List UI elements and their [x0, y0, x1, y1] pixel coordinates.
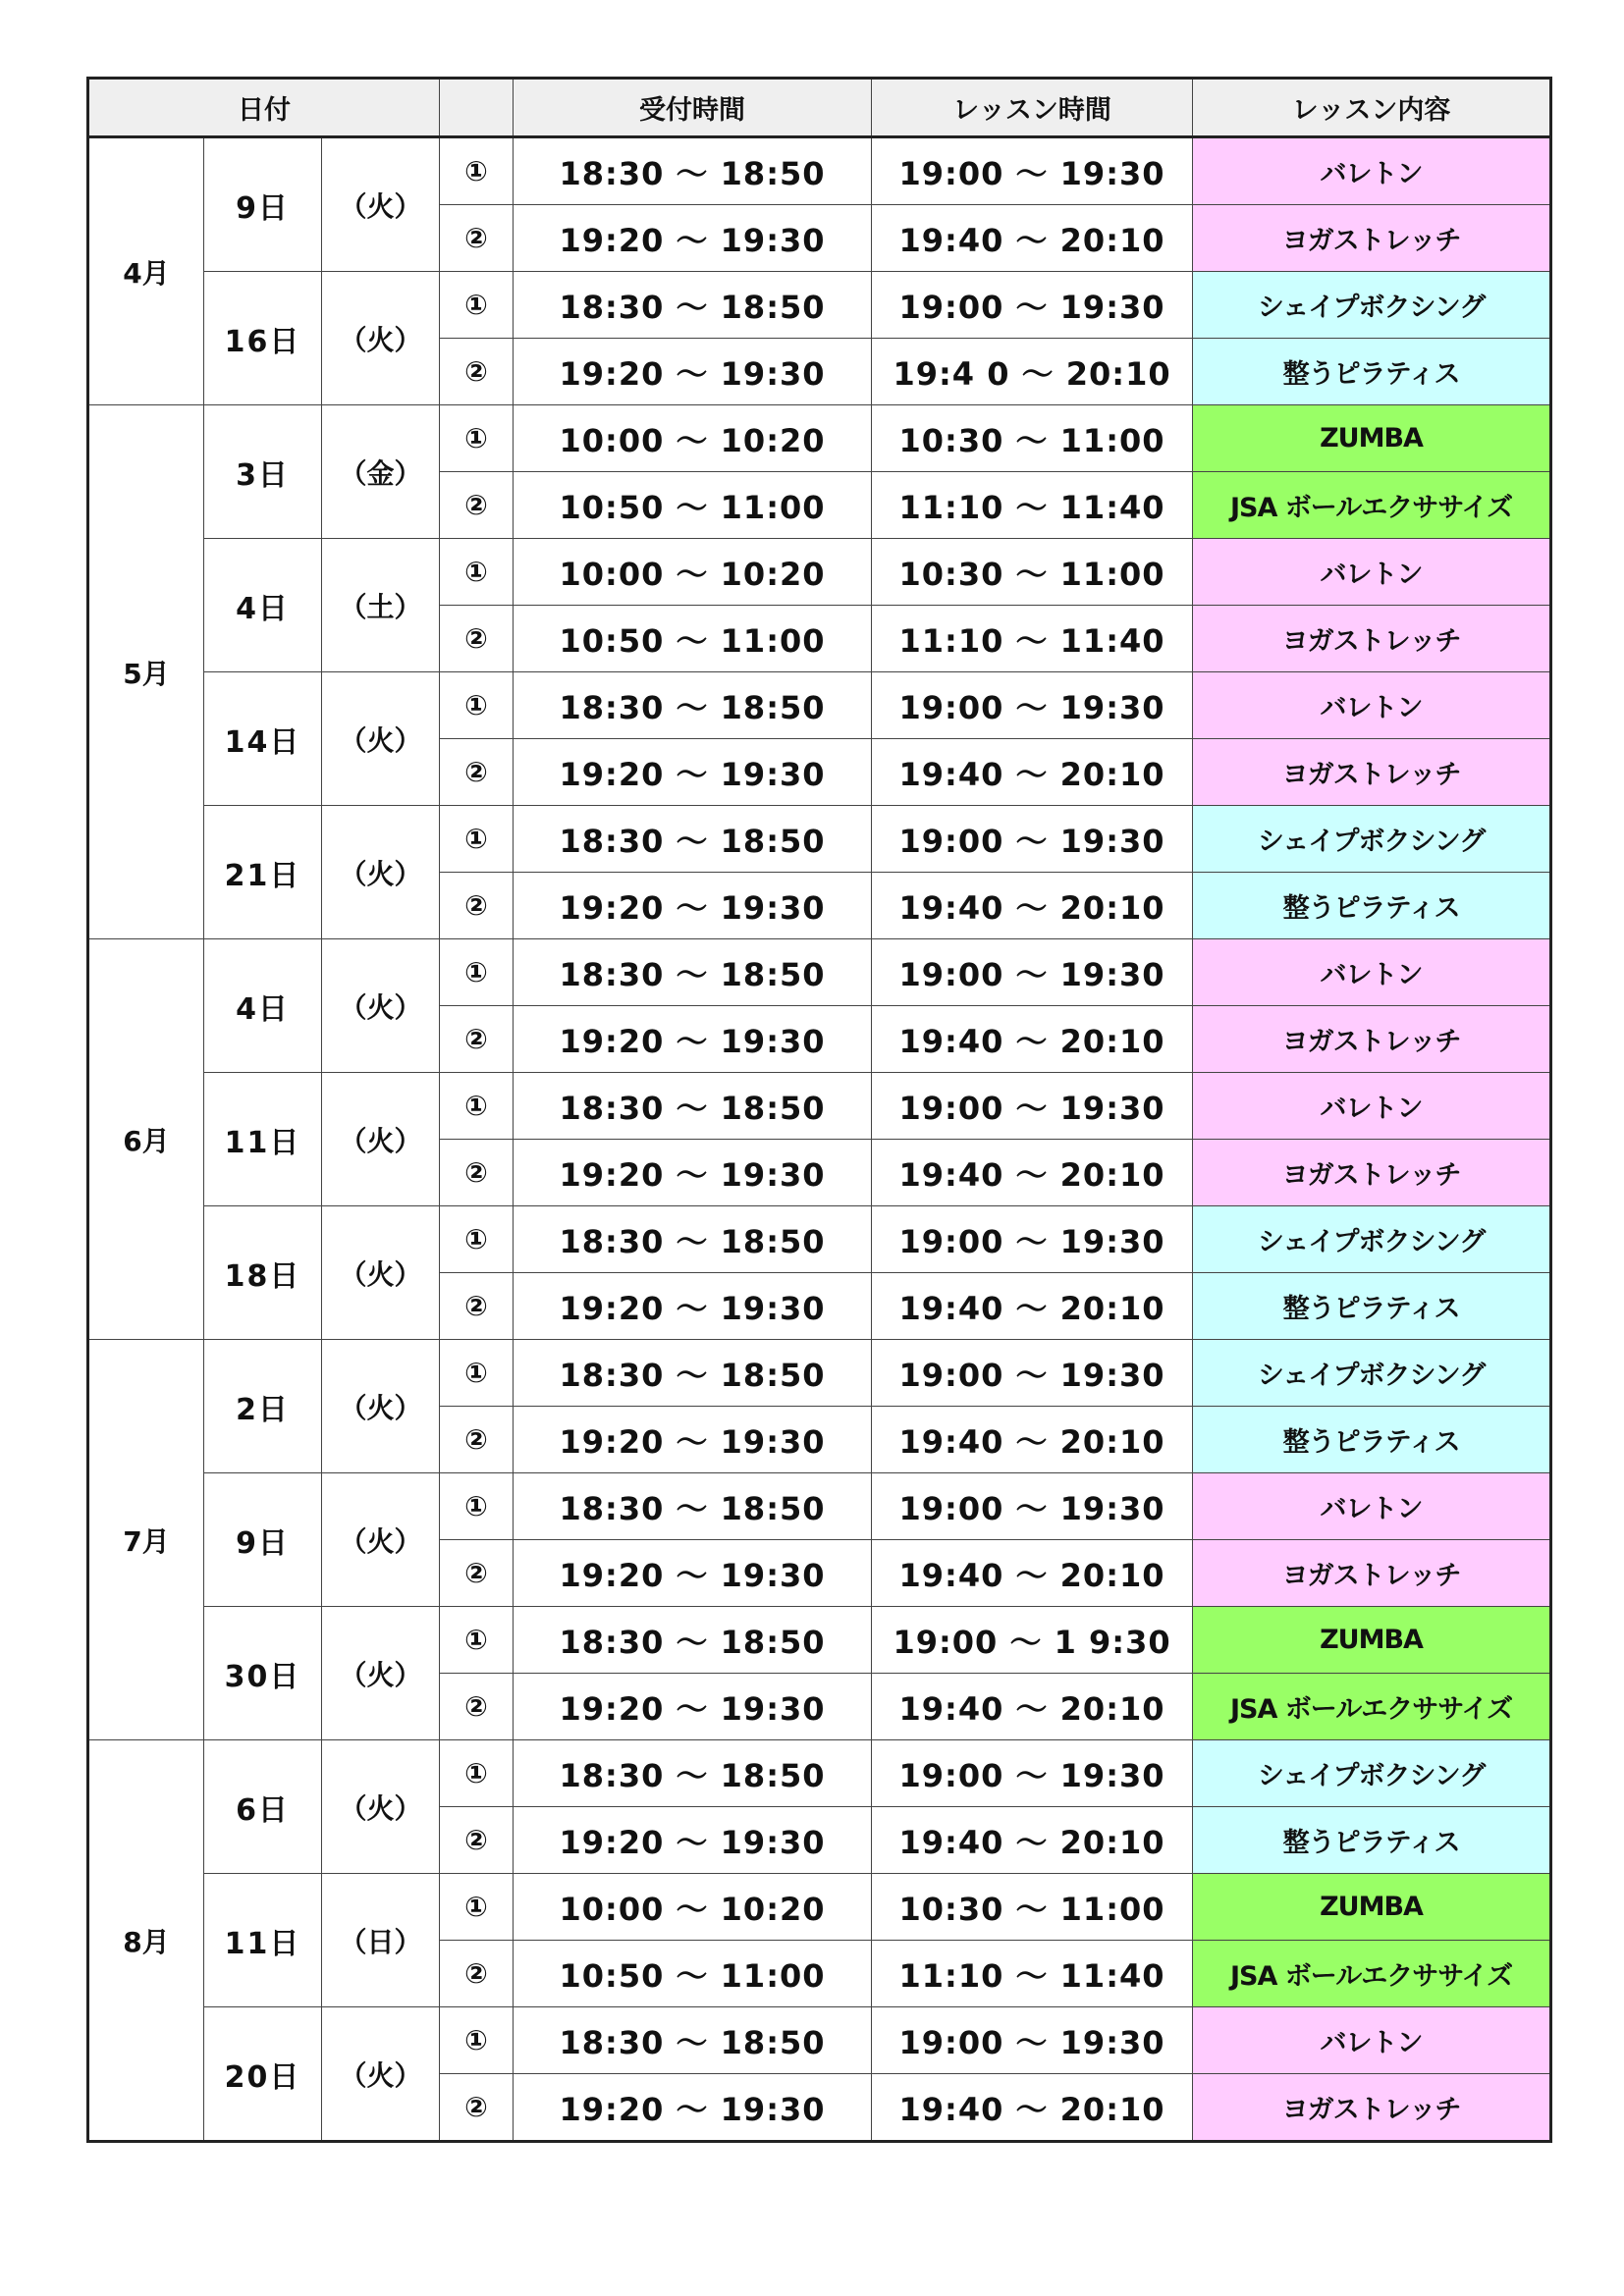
- header-row: [88, 79, 1551, 137]
- reception-time: 10:50 ～ 11:00: [514, 1941, 872, 2007]
- lesson-time: 19:00 ～ 19:30: [872, 1740, 1193, 1807]
- session-number: ②: [440, 1540, 514, 1607]
- session-number: ②: [440, 1407, 514, 1473]
- session-number: ②: [440, 1140, 514, 1206]
- table-row: [88, 2007, 1551, 2074]
- day-cell: 11日: [204, 1073, 322, 1206]
- session-number: ②: [440, 1273, 514, 1340]
- day-cell: 2日: [204, 1340, 322, 1473]
- weekday-cell: （火）: [322, 2007, 440, 2142]
- session-number: ①: [440, 806, 514, 873]
- lesson-time: 19:40 ～ 20:10: [872, 1807, 1193, 1874]
- day-cell: 16日: [204, 272, 322, 405]
- lesson-time: 19:40 ～ 20:10: [872, 873, 1193, 939]
- lesson-content: バレトン: [1193, 137, 1551, 205]
- lesson-content: ZUMBA: [1193, 1607, 1551, 1674]
- weekday-cell: （火）: [322, 1740, 440, 1874]
- session-number: ①: [440, 272, 514, 339]
- session-number: ①: [440, 1073, 514, 1140]
- reception-time: 18:30 ～ 18:50: [514, 1340, 872, 1407]
- lesson-time: 19:4 0 ～ 20:10: [872, 339, 1193, 405]
- day-cell: 4日: [204, 539, 322, 672]
- lesson-time: 10:30 ～ 11:00: [872, 1874, 1193, 1941]
- lesson-time: 19:40 ～ 20:10: [872, 1273, 1193, 1340]
- lesson-content: ヨガストレッチ: [1193, 739, 1551, 806]
- lesson-time: 19:40 ～ 20:10: [872, 1540, 1193, 1607]
- lesson-content: バレトン: [1193, 1073, 1551, 1140]
- header-lesson-content: レッスン内容: [1193, 79, 1551, 137]
- month-cell: 7月: [88, 1340, 204, 1740]
- reception-time: 10:00 ～ 10:20: [514, 539, 872, 606]
- lesson-content: ヨガストレッチ: [1193, 1540, 1551, 1607]
- session-number: ②: [440, 2074, 514, 2142]
- weekday-cell: （火）: [322, 137, 440, 272]
- lesson-time: 19:00 ～ 19:30: [872, 2007, 1193, 2074]
- session-number: ②: [440, 873, 514, 939]
- table-row: [88, 1340, 1551, 1407]
- reception-time: 19:20 ～ 19:30: [514, 873, 872, 939]
- weekday-cell: （火）: [322, 272, 440, 405]
- lesson-content: ZUMBA: [1193, 1874, 1551, 1941]
- lesson-time: 19:00 ～ 19:30: [872, 1206, 1193, 1273]
- session-number: ①: [440, 405, 514, 472]
- lesson-content: JSA ボールエクササイズ: [1193, 472, 1551, 539]
- day-cell: 18日: [204, 1206, 322, 1340]
- lesson-content: ヨガストレッチ: [1193, 606, 1551, 672]
- session-number: ②: [440, 1807, 514, 1874]
- header-date: 日付: [88, 79, 440, 137]
- reception-time: 19:20 ～ 19:30: [514, 1006, 872, 1073]
- lesson-content: 整うピラティス: [1193, 1807, 1551, 1874]
- lesson-content: シェイプボクシング: [1193, 1740, 1551, 1807]
- lesson-content: シェイプボクシング: [1193, 272, 1551, 339]
- weekday-cell: （土）: [322, 539, 440, 672]
- reception-time: 18:30 ～ 18:50: [514, 2007, 872, 2074]
- lesson-content: JSA ボールエクササイズ: [1193, 1674, 1551, 1740]
- table-row: [88, 1740, 1551, 1807]
- session-number: ①: [440, 2007, 514, 2074]
- day-cell: 30日: [204, 1607, 322, 1740]
- table-header: [88, 79, 1551, 137]
- reception-time: 19:20 ～ 19:30: [514, 1540, 872, 1607]
- session-number: ②: [440, 739, 514, 806]
- weekday-cell: （火）: [322, 1073, 440, 1206]
- reception-time: 18:30 ～ 18:50: [514, 272, 872, 339]
- table-row: [88, 405, 1551, 472]
- reception-time: 10:00 ～ 10:20: [514, 1874, 872, 1941]
- reception-time: 19:20 ～ 19:30: [514, 2074, 872, 2142]
- session-number: ①: [440, 539, 514, 606]
- day-cell: 11日: [204, 1874, 322, 2007]
- session-number: ②: [440, 1006, 514, 1073]
- reception-time: 18:30 ～ 18:50: [514, 1206, 872, 1273]
- lesson-time: 11:10 ～ 11:40: [872, 606, 1193, 672]
- lesson-time: 19:00 ～ 19:30: [872, 806, 1193, 873]
- lesson-content: 整うピラティス: [1193, 1407, 1551, 1473]
- weekday-cell: （火）: [322, 1340, 440, 1473]
- session-number: ②: [440, 339, 514, 405]
- lesson-content: 整うピラティス: [1193, 339, 1551, 405]
- day-cell: 4日: [204, 939, 322, 1073]
- table-row: [88, 672, 1551, 739]
- month-cell: 8月: [88, 1740, 204, 2142]
- lesson-content: シェイプボクシング: [1193, 1340, 1551, 1407]
- lesson-content: バレトン: [1193, 939, 1551, 1006]
- header-slot: [440, 79, 514, 137]
- weekday-cell: （日）: [322, 1874, 440, 2007]
- session-number: ②: [440, 606, 514, 672]
- session-number: ①: [440, 672, 514, 739]
- lesson-content: バレトン: [1193, 539, 1551, 606]
- lesson-time: 19:00 ～ 19:30: [872, 1340, 1193, 1407]
- weekday-cell: （火）: [322, 806, 440, 939]
- table-row: [88, 939, 1551, 1006]
- table-row: [88, 1073, 1551, 1140]
- lesson-content: シェイプボクシング: [1193, 1206, 1551, 1273]
- lesson-content: シェイプボクシング: [1193, 806, 1551, 873]
- lesson-time: 19:40 ～ 20:10: [872, 1674, 1193, 1740]
- lesson-time: 19:40 ～ 20:10: [872, 2074, 1193, 2142]
- reception-time: 18:30 ～ 18:50: [514, 1473, 872, 1540]
- weekday-cell: （火）: [322, 1206, 440, 1340]
- table-row: [88, 1473, 1551, 1540]
- header-lesson-time: レッスン時間: [872, 79, 1193, 137]
- lesson-content: ヨガストレッチ: [1193, 2074, 1551, 2142]
- reception-time: 19:20 ～ 19:30: [514, 339, 872, 405]
- table-row: [88, 539, 1551, 606]
- day-cell: 14日: [204, 672, 322, 806]
- reception-time: 19:20 ～ 19:30: [514, 1140, 872, 1206]
- month-cell: 5月: [88, 405, 204, 939]
- session-number: ①: [440, 1473, 514, 1540]
- day-cell: 21日: [204, 806, 322, 939]
- lesson-time: 19:00 ～ 19:30: [872, 1473, 1193, 1540]
- table-row: [88, 272, 1551, 339]
- weekday-cell: （火）: [322, 1607, 440, 1740]
- session-number: ①: [440, 1740, 514, 1807]
- lesson-time: 10:30 ～ 11:00: [872, 405, 1193, 472]
- weekday-cell: （火）: [322, 939, 440, 1073]
- day-cell: 9日: [204, 137, 322, 272]
- session-number: ②: [440, 472, 514, 539]
- day-cell: 3日: [204, 405, 322, 539]
- table-row: [88, 1607, 1551, 1674]
- lesson-time: 11:10 ～ 11:40: [872, 1941, 1193, 2007]
- lesson-time: 19:00 ～ 19:30: [872, 939, 1193, 1006]
- session-number: ②: [440, 1941, 514, 2007]
- lesson-content: 整うピラティス: [1193, 873, 1551, 939]
- header-reception-time: 受付時間: [514, 79, 872, 137]
- weekday-cell: （金）: [322, 405, 440, 539]
- reception-time: 18:30 ～ 18:50: [514, 939, 872, 1006]
- lesson-content: ZUMBA: [1193, 405, 1551, 472]
- session-number: ①: [440, 137, 514, 205]
- lesson-content: JSA ボールエクササイズ: [1193, 1941, 1551, 2007]
- reception-time: 19:20 ～ 19:30: [514, 1807, 872, 1874]
- lesson-content: バレトン: [1193, 1473, 1551, 1540]
- lesson-time: 19:00 ～ 1 9:30: [872, 1607, 1193, 1674]
- reception-time: 10:50 ～ 11:00: [514, 606, 872, 672]
- lesson-time: 19:40 ～ 20:10: [872, 205, 1193, 272]
- session-number: ①: [440, 1607, 514, 1674]
- reception-time: 19:20 ～ 19:30: [514, 1273, 872, 1340]
- reception-time: 18:30 ～ 18:50: [514, 1607, 872, 1674]
- lesson-time: 19:00 ～ 19:30: [872, 137, 1193, 205]
- reception-time: 19:20 ～ 19:30: [514, 1674, 872, 1740]
- reception-time: 18:30 ～ 18:50: [514, 137, 872, 205]
- month-cell: 6月: [88, 939, 204, 1340]
- table-row: [88, 1206, 1551, 1273]
- lesson-content: ヨガストレッチ: [1193, 205, 1551, 272]
- session-number: ②: [440, 1674, 514, 1740]
- lesson-content: バレトン: [1193, 2007, 1551, 2074]
- lesson-time: 19:40 ～ 20:10: [872, 1407, 1193, 1473]
- lesson-time: 19:40 ～ 20:10: [872, 739, 1193, 806]
- reception-time: 10:50 ～ 11:00: [514, 472, 872, 539]
- table-row: [88, 1874, 1551, 1941]
- session-number: ①: [440, 939, 514, 1006]
- lesson-time: 19:40 ～ 20:10: [872, 1140, 1193, 1206]
- lesson-time: 19:00 ～ 19:30: [872, 1073, 1193, 1140]
- month-cell: 4月: [88, 137, 204, 405]
- reception-time: 10:00 ～ 10:20: [514, 405, 872, 472]
- reception-time: 19:20 ～ 19:30: [514, 1407, 872, 1473]
- session-number: ①: [440, 1340, 514, 1407]
- weekday-cell: （火）: [322, 672, 440, 806]
- table-row: [88, 137, 1551, 205]
- lesson-time: 10:30 ～ 11:00: [872, 539, 1193, 606]
- session-number: ②: [440, 205, 514, 272]
- reception-time: 19:20 ～ 19:30: [514, 739, 872, 806]
- reception-time: 18:30 ～ 18:50: [514, 672, 872, 739]
- table-row: [88, 806, 1551, 873]
- reception-time: 19:20 ～ 19:30: [514, 205, 872, 272]
- day-cell: 6日: [204, 1740, 322, 1874]
- session-number: ①: [440, 1206, 514, 1273]
- reception-time: 18:30 ～ 18:50: [514, 1740, 872, 1807]
- lesson-content: ヨガストレッチ: [1193, 1140, 1551, 1206]
- lesson-time: 19:00 ～ 19:30: [872, 672, 1193, 739]
- lesson-content: ヨガストレッチ: [1193, 1006, 1551, 1073]
- table-body: [88, 137, 1551, 2142]
- day-cell: 9日: [204, 1473, 322, 1607]
- session-number: ①: [440, 1874, 514, 1941]
- lesson-time: 19:40 ～ 20:10: [872, 1006, 1193, 1073]
- day-cell: 20日: [204, 2007, 322, 2142]
- reception-time: 18:30 ～ 18:50: [514, 806, 872, 873]
- lesson-content: バレトン: [1193, 672, 1551, 739]
- lesson-time: 19:00 ～ 19:30: [872, 272, 1193, 339]
- lesson-schedule-table: [86, 77, 1552, 2143]
- lesson-content: 整うピラティス: [1193, 1273, 1551, 1340]
- reception-time: 18:30 ～ 18:50: [514, 1073, 872, 1140]
- lesson-time: 11:10 ～ 11:40: [872, 472, 1193, 539]
- weekday-cell: （火）: [322, 1473, 440, 1607]
